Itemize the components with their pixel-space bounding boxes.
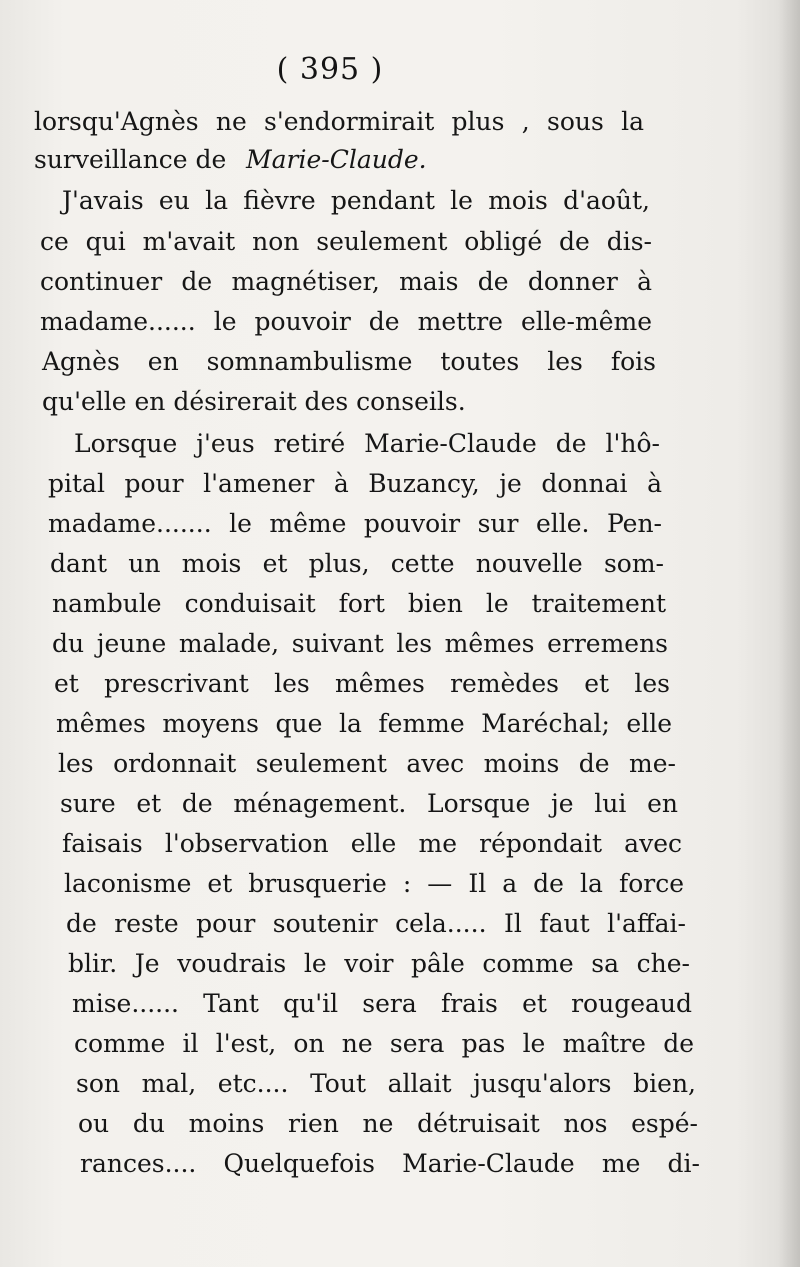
text-line: madame...... le pouvoir de mettre elle-même bbox=[40, 307, 652, 336]
text-line: lorsqu'Agnès ne s'endormirait plus , sous la bbox=[34, 107, 644, 136]
page-number: ( 395 ) bbox=[276, 52, 384, 87]
text-line: surveillance de bbox=[34, 145, 227, 174]
text-line: ou du moins rien ne détruisait nos espé- bbox=[78, 1109, 698, 1138]
text-line: pital pour l'amener à Buzancy, je donnai à bbox=[48, 469, 662, 498]
text-line: du jeune malade, suivant les mêmes erremens bbox=[52, 629, 668, 658]
text-line: nambule conduisait fort bien le traitement bbox=[52, 589, 666, 618]
text-line: son mal, etc.... Tout allait jusqu'alors bien, bbox=[76, 1069, 696, 1098]
text-line: dant un mois et plus, cette nouvelle som- bbox=[50, 549, 664, 578]
text-line: rances.... Quelquefois Marie-Claude me di- bbox=[80, 1149, 700, 1178]
text-line: sure et de ménagement. Lorsque je lui en bbox=[60, 789, 678, 818]
text-line-italic: Marie-Claude. bbox=[246, 145, 427, 174]
text-line: continuer de magnétiser, mais de donner à bbox=[40, 267, 652, 296]
text-line: Lorsque j'eus retiré Marie-Claude de l'hô- bbox=[74, 429, 660, 458]
text-line: J'avais eu la fièvre pendant le mois d'août, bbox=[62, 186, 650, 215]
text-line: ce qui m'avait non seulement obligé de dis- bbox=[40, 227, 652, 256]
text-line: mise...... Tant qu'il sera frais et rougeaud bbox=[72, 989, 692, 1018]
text-line: madame....... le même pouvoir sur elle. Pen- bbox=[48, 509, 662, 538]
text-line: mêmes moyens que la femme Maréchal; elle bbox=[56, 709, 672, 738]
text-line: et prescrivant les mêmes remèdes et les bbox=[54, 669, 670, 698]
text-line: blir. Je voudrais le voir pâle comme sa che- bbox=[68, 949, 690, 978]
text-line: Agnès en somnambulisme toutes les fois bbox=[42, 347, 656, 376]
text-line: laconisme et brusquerie : — Il a de la force bbox=[64, 869, 684, 898]
text-line: de reste pour soutenir cela..... Il faut l'affai- bbox=[66, 909, 686, 938]
text-line: faisais l'observation elle me répondait avec bbox=[62, 829, 682, 858]
text-line: qu'elle en désirerait des conseils. bbox=[42, 387, 466, 416]
text-line: les ordonnait seulement avec moins de me- bbox=[58, 749, 676, 778]
text-line: comme il l'est, on ne sera pas le maître de bbox=[74, 1029, 694, 1058]
